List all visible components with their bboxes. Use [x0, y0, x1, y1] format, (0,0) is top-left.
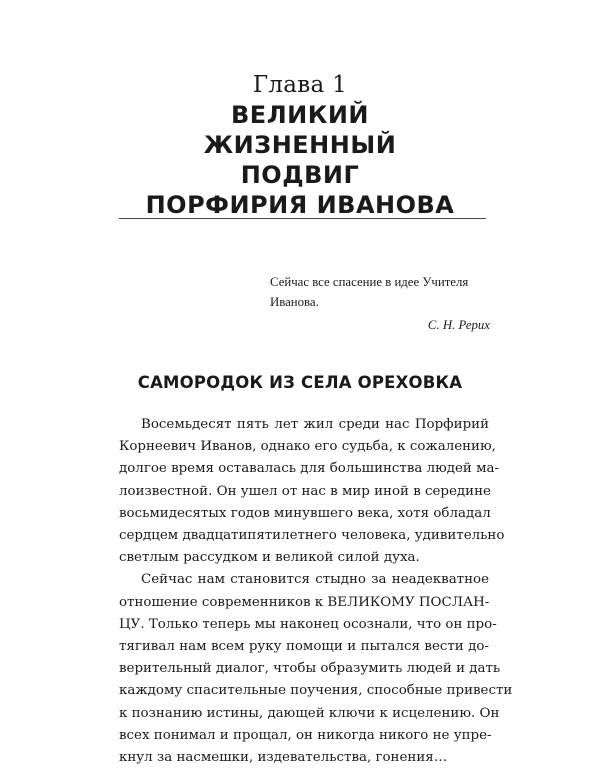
chapter-title — [0, 100, 600, 220]
text-line: Восемьдесят пять лет жил среди нас Порфирий — [141, 417, 489, 432]
text-line: долгое время оставалась для большинства людей ма- — [119, 461, 500, 477]
chapter-divider — [119, 218, 486, 219]
text-line: лоизвестной. Он ушел от нас в мир иной в середине — [119, 483, 491, 499]
chapter-heading — [0, 70, 600, 220]
text-line: тягивал нам всем руку помощи и пытался вести до- — [119, 639, 489, 655]
text-line: каждому спасительные поучения, способные привести — [119, 683, 513, 699]
chapter-number: Глава 1 — [252, 72, 348, 98]
paragraph — [119, 569, 513, 769]
chapter-title-line: ВЕЛИКИЙ — [231, 101, 369, 129]
epigraph — [270, 272, 490, 335]
text-line: кнул за насмешки, издевательства, гонения… — [119, 750, 448, 766]
text-line: сердцем двадцатипятилетнего человека, удивительно — [119, 528, 505, 544]
chapter-title-line: ПОРФИРИЯ ИВАНОВА — [145, 191, 455, 219]
text-line: Корнеевич Иванов, однако его судьба, к сожалению, — [119, 439, 496, 455]
text-line: всех понимал и прощал, он никогда никого не упре- — [119, 727, 492, 743]
epigraph-line: Сейчас все спасение в идее Учителя — [270, 275, 469, 289]
text-line: светлым рассудком и великой силой духа. — [119, 550, 420, 566]
text-line: Сейчас нам становится стыдно за неадекватное — [141, 572, 489, 588]
text-line: восьмидесятых годов минувшего века, хотя обладал — [119, 505, 491, 521]
section-title: САМОРОДОК ИЗ СЕЛА ОРЕХОВКА — [137, 373, 463, 392]
epigraph-line: Иванова. — [270, 295, 319, 309]
text-line: отношение современников к ВЕЛИКОМУ ПОСЛАН- — [119, 594, 490, 610]
text-line: верительный диалог, чтобы образумить людей и дать — [119, 661, 501, 677]
chapter-title-line: ЖИЗНЕННЫЙ — [203, 131, 397, 159]
epigraph-quote — [270, 272, 490, 312]
body-text — [119, 414, 513, 769]
paragraph — [119, 414, 505, 569]
epigraph-author: С. Н. Рерих — [427, 318, 490, 332]
chapter-title-line: ПОДВИГ — [240, 161, 360, 189]
text-line: к познанию истины, дающей ключи к исцелению. Он — [119, 705, 500, 721]
text-line: ЦУ. Только теперь мы наконец осознали, что он про- — [119, 616, 497, 632]
